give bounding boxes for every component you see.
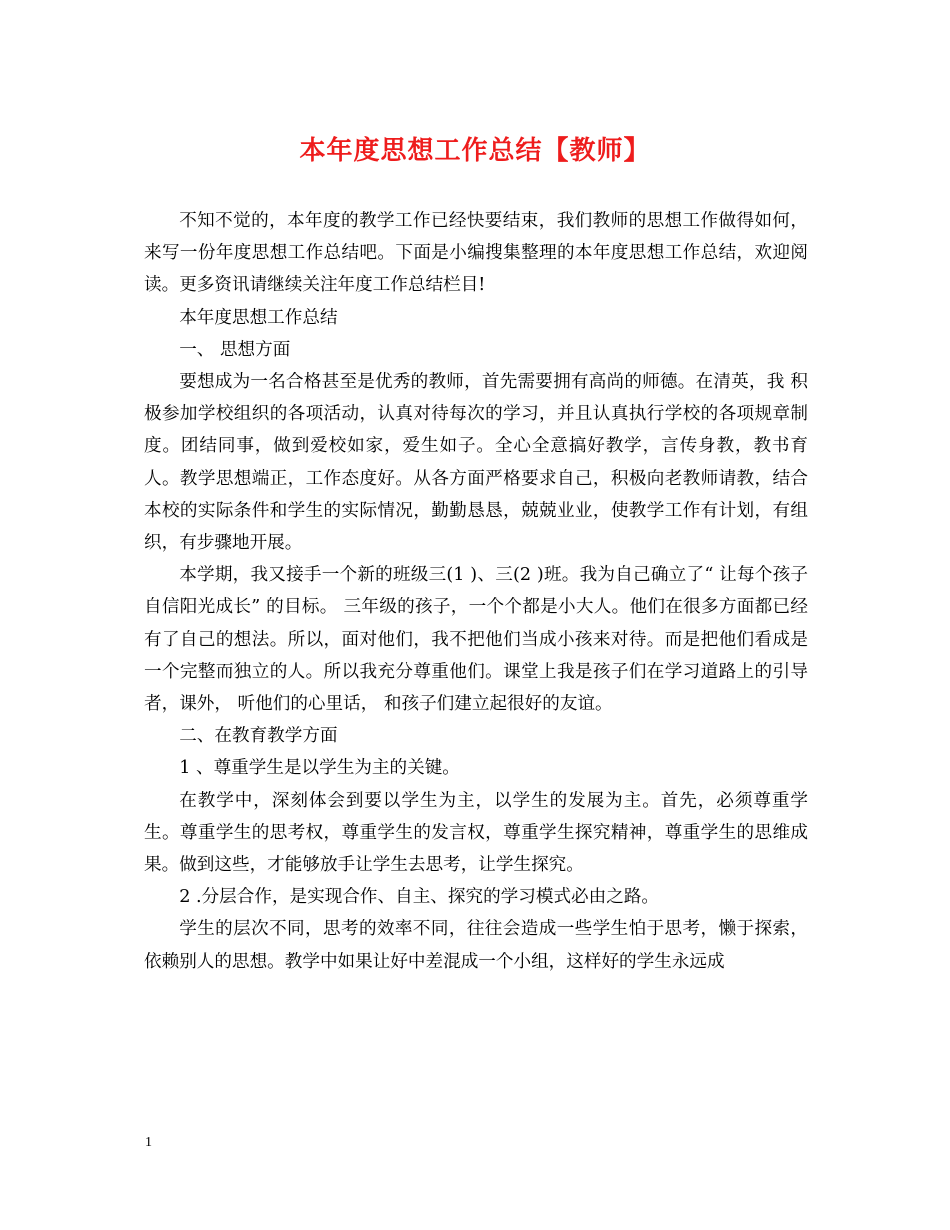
section-heading-thought: 一、 思想方面: [179, 339, 291, 360]
document-title: 本年度思想工作总结【教师】: [299, 136, 651, 166]
section-heading-teaching: 二、在教育教学方面: [179, 726, 338, 747]
subheading-respect: 1 、尊重学生是以学生为主的关键。: [179, 758, 460, 779]
body-paragraph: 要想成为一名合格甚至是优秀的教师，首先需要拥有高尚的师德。在清英，我 积极参加学校组织的各项活动，认真对待每次的学习，并且认真执行学校的各项规章制度。团结同事，做到爱校如家，爱生如子。全心全意搞好教学，言传身教，教书育人。教学思想端正，工作态度好。从各方面严格要求自己，积极向老教师请教，结合本校的实际条件和学生的实际情况，勤勤恳恳，兢兢业业，使教学工作有计划，有组织，有步骤地开展。: [144, 372, 808, 554]
body-paragraph: 学生的层次不同，思考的效率不同，往往会造成一些学生怕于思考，懒于探索，依赖别人的思想。教学中如果让好中差混成一个小组，这样好的学生永远成: [144, 919, 808, 972]
document-body: [144, 205, 808, 978]
intro-paragraph: 不知不觉的，本年度的教学工作已经快要结束，我们教师的思想工作做得如何，来写一份年度思想工作总结吧。下面是小编搜集整理的本年度思想工作总结，欢迎阅读。更多资讯请继续关注年度工作总结栏目!: [144, 211, 808, 296]
section-heading-summary: 本年度思想工作总结: [179, 307, 338, 328]
body-paragraph: 在教学中，深刻体会到要以学生为主，以学生的发展为主。首先，必须尊重学生。尊重学生的思考权，尊重学生的发言权，尊重学生探究精神，尊重学生的思维成果。做到这些，才能够放手让学生去思考，让学生探究。: [144, 790, 808, 876]
subheading-cooperation: 2 .分层合作，是实现合作、自主、探究的学习模式必由之路。: [179, 887, 660, 908]
body-paragraph: 本学期，我又接手一个新的班级三(1 )、三(2 )班。我为自己确立了“ 让每个孩子自信阳光成长” 的目标。 三年级的孩子，一个个都是小大人。他们在很多方面都已经有了自己的想法。所以，面对他们，我不把他们当成小孩来对待。而是把他们看成是一个完整而独立的人。所以我充分尊重他们。课堂上我是孩子们在学习道路上的引导者，课外， 听他们的心里话， 和孩子们建立起很好的友谊。: [144, 565, 808, 715]
page-number: 1: [145, 1135, 152, 1150]
